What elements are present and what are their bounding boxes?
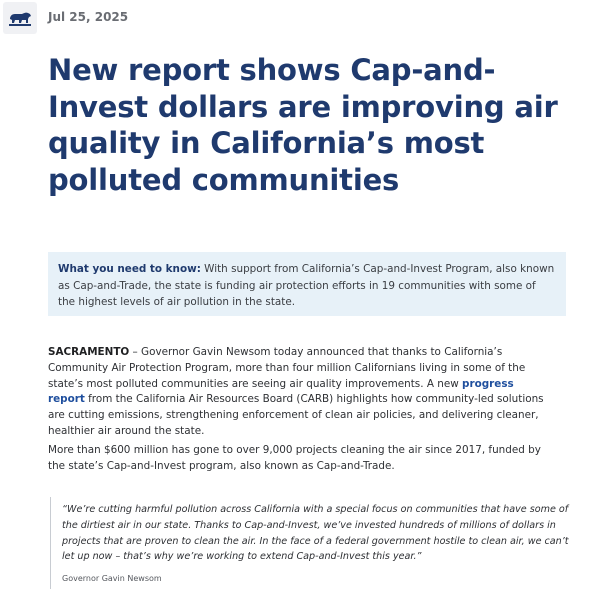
blockquote xyxy=(50,497,570,589)
quote-attribution: Governor Gavin Newsom xyxy=(62,574,162,584)
what-you-need-to-know-callout xyxy=(48,252,566,316)
callout-text: With support from California’s Cap-and-Invest Program, also known as Cap-and-Trade, the state is funding air protection efforts in 19 communities with some of the highest levels of air pollution in the state. xyxy=(58,263,555,308)
california-bear-icon xyxy=(7,8,33,28)
article-title: New report shows Cap-and-Invest dollars are improving air quality in California’s most polluted communities xyxy=(48,53,558,197)
dateline: SACRAMENTO xyxy=(48,346,130,358)
paragraph-1-text-end: from the California Air Resources Board (CARB) highlights how community-led solutions are cutting emissions, strengthening enforcement of clean air policies, and delivering cleaner, healthier air around the state. xyxy=(48,393,544,437)
paragraph-1-text-start: – Governor Gavin Newsom today announced that thanks to California’s Community Air Protection Program, more than four million Californians living in some of the state’s most polluted communities are seeing air quality improvements. A new xyxy=(48,346,526,390)
top-bar xyxy=(0,0,600,36)
publish-date: Jul 25, 2025 xyxy=(48,10,129,24)
progress-report-link[interactable]: progress report xyxy=(48,377,514,406)
callout-label: What you need to know: xyxy=(58,263,201,275)
logo[interactable] xyxy=(3,2,37,34)
article-paragraph-1 xyxy=(48,345,548,440)
quote-text: “We’re cutting harmful pollution across California with a special focus on communities that have some of the dirtiest air in our state. Thanks to Cap-and-Invest, we’ve invested hundreds of millions of dollars in projects that are proven to clean the air. In the face of a federal government hostile to clean air, we can’t let up now – that’s why we’re working to extend Cap-and-Invest this year.” xyxy=(62,504,569,563)
article-paragraph-2: More than $600 million has gone to over 9,000 projects cleaning the air since 2017, funded by the state’s Cap-and-Invest program, also known as Cap-and-Trade. xyxy=(48,444,541,472)
